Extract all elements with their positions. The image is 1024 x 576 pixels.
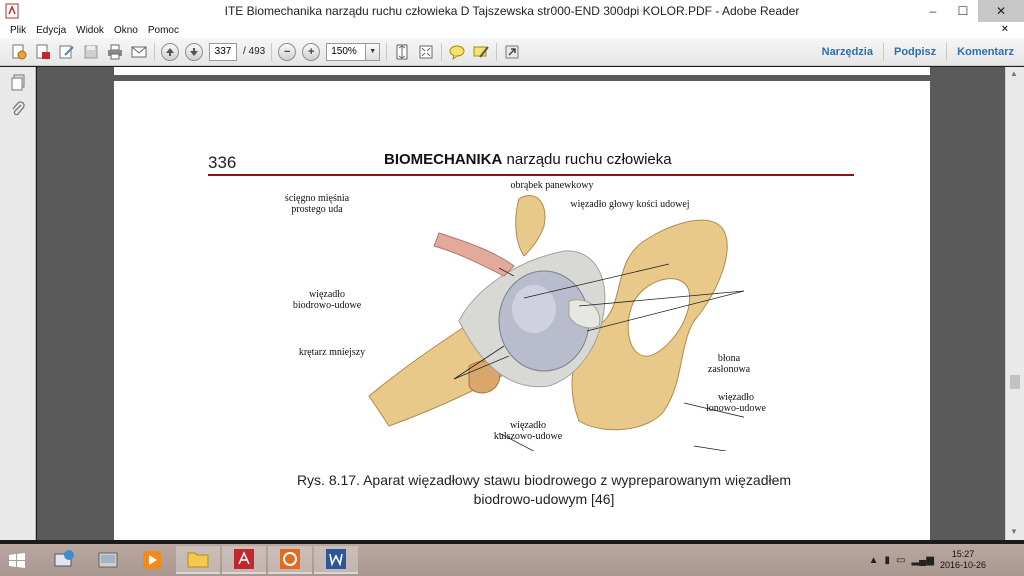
create-icon[interactable] [10, 43, 28, 61]
create-pdf-icon[interactable] [34, 43, 52, 61]
page-number-input[interactable]: 337 [209, 43, 237, 61]
clock-date: 2016-10-26 [939, 560, 986, 570]
close-button[interactable]: ✕ [978, 0, 1024, 22]
window-controls [918, 0, 1024, 22]
zoom-dropdown-button[interactable]: ▼ [366, 43, 380, 61]
toolbar-separator [441, 43, 442, 61]
taskbar-adobe-reader[interactable] [222, 546, 266, 574]
maximize-button[interactable]: ☐ [957, 4, 969, 18]
zoom-in-button[interactable]: + [302, 43, 320, 61]
clock-time: 15:27 [951, 549, 975, 559]
label-acetabular-labrum: obrąbek panewkowy [510, 180, 594, 191]
vertical-scrollbar[interactable] [1005, 67, 1024, 540]
taskbar-settings-app[interactable] [86, 546, 130, 574]
email-icon[interactable] [130, 43, 148, 61]
toolbar-separator [154, 43, 155, 61]
page-thumbnails-icon[interactable] [8, 73, 28, 93]
menu-bar [0, 22, 1024, 38]
label-head-ligament: więzadło głowy kości udowej [570, 199, 690, 210]
signal-icon[interactable]: ▂▄▆ [911, 554, 934, 566]
battery-icon[interactable]: ▮ [884, 554, 891, 566]
header-bold: BIOMECHANIKA [384, 151, 503, 168]
label-lesser-trochanter: krętarz mniejszy [298, 347, 366, 358]
windows-start-icon[interactable] [8, 552, 26, 570]
clock[interactable] [940, 549, 986, 571]
task-pane-links [812, 38, 1024, 66]
header-rest: narządu ruchu człowieka [502, 151, 672, 168]
figure-caption: Rys. 8.17. Aparat więzadłowy stawu biodrowego z wypreparowanym więzadłem biodrowo-udowym [46] [296, 472, 792, 507]
hip-joint-illustration [364, 181, 744, 451]
taskbar-network-app[interactable] [42, 546, 86, 574]
menu-okno[interactable]: Okno [113, 24, 138, 36]
taskbar-orange-app[interactable] [268, 546, 312, 574]
page-header [384, 151, 672, 168]
zoom-out-button[interactable]: − [278, 43, 296, 61]
scroll-thumb[interactable] [1010, 375, 1020, 389]
toolbar-separator [386, 43, 387, 61]
menu-pomoc[interactable]: Pomoc [147, 24, 179, 36]
close-document-button[interactable]: × [1001, 23, 1008, 35]
tools-link[interactable]: Narzędzia [821, 46, 873, 58]
print-icon[interactable] [106, 43, 124, 61]
display-icon[interactable]: ▭ [896, 554, 906, 566]
window-title: ITE Biomechanika narządu ruchu człowieka D Tajszewska str000-END 300dpi KOLOR.PDF - Adobe Reader [224, 4, 800, 18]
comment-link[interactable]: Komentarz [946, 43, 1024, 61]
highlight-icon[interactable] [472, 43, 490, 61]
save-icon[interactable] [82, 43, 100, 61]
label-rectus-tendon: ścięgno mięśnia prostego uda [284, 193, 350, 215]
header-rule [208, 174, 854, 176]
menu-widok[interactable]: Widok [76, 24, 104, 36]
toolbar [0, 38, 1024, 66]
comment-icon[interactable] [448, 43, 466, 61]
title-bar [0, 0, 1024, 22]
label-obturator-membrane: błona zasłonowa [707, 353, 751, 375]
navigation-panel [0, 67, 36, 540]
hip-joint-figure [364, 181, 744, 451]
toolbar-separator [496, 43, 497, 61]
page-number-label: 336 [208, 153, 237, 172]
fit-page-icon[interactable] [393, 43, 411, 61]
scroll-down-arrow[interactable]: ▼ [1010, 527, 1018, 536]
previous-page-edge [114, 67, 930, 75]
minimize-button[interactable]: ‒ [929, 4, 937, 18]
sign-link[interactable]: Podpisz [883, 43, 946, 61]
document-view[interactable] [37, 67, 1005, 540]
menu-edycja[interactable]: Edycja [36, 24, 67, 36]
page-total: / 493 [243, 46, 266, 57]
toolbar-separator [271, 43, 272, 61]
edit-icon[interactable] [58, 43, 76, 61]
taskbar-file-explorer[interactable] [176, 546, 220, 574]
label-iliofemoral: więzadło biodrowo-udowe [292, 289, 362, 311]
label-ischiofemoral: więzadło kulszowo-udowe [493, 420, 563, 442]
taskbar-word[interactable] [314, 546, 358, 574]
scroll-up-arrow[interactable]: ▲ [1010, 69, 1018, 78]
taskbar [0, 544, 1024, 576]
menu-plik[interactable]: Plik [10, 24, 27, 36]
system-tray [869, 544, 1024, 576]
label-pubofemoral: więzadło łonowo-udowe [706, 392, 766, 414]
taskbar-media-player[interactable] [130, 546, 174, 574]
show-hidden-icons-icon[interactable]: ▲ [868, 554, 879, 566]
pdf-page [114, 81, 930, 540]
zoom-level-input[interactable]: 150% [326, 43, 366, 61]
expand-icon[interactable] [503, 43, 521, 61]
next-page-button[interactable] [185, 43, 203, 61]
attachments-icon[interactable] [8, 99, 28, 119]
fullscreen-icon[interactable] [417, 43, 435, 61]
previous-page-button[interactable] [161, 43, 179, 61]
